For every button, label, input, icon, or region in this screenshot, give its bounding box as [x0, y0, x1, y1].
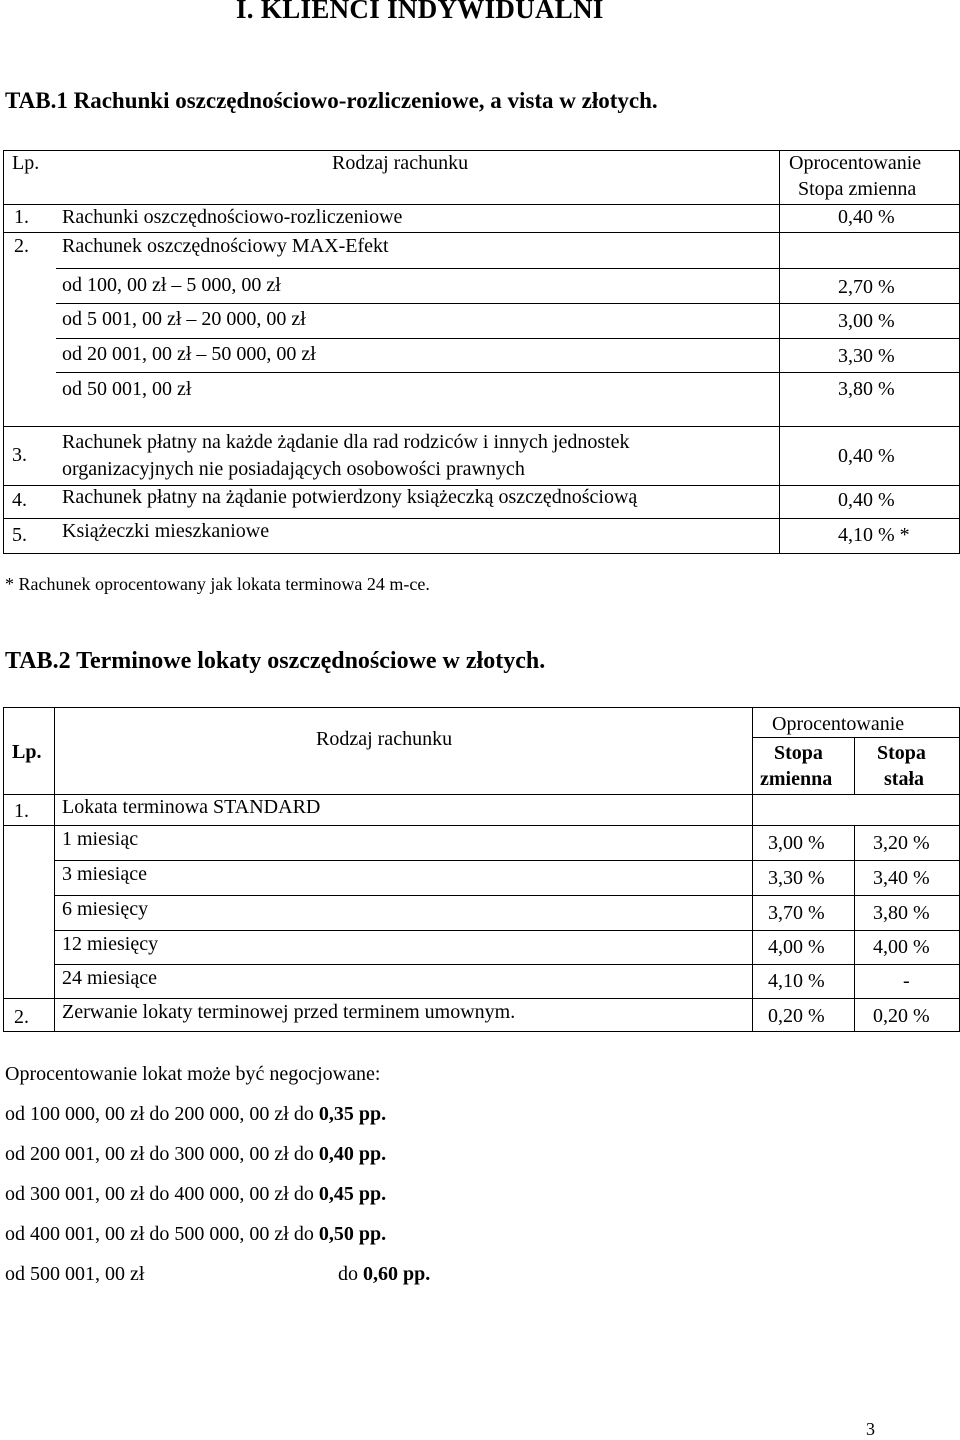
tab2-row6-fixed: - — [903, 970, 910, 992]
tab2-heading-title: Terminowe lokaty oszczędnościowe w złotych. — [76, 648, 546, 674]
negotiation-item-1-text: od 100 000, 00 zł do 200 000, 00 zł do — [5, 1103, 319, 1125]
tab2-row7-lp: 2. — [14, 1006, 29, 1028]
tab1-row7-label-line2: organizacyjnych nie posiadających osobowości prawnych — [62, 458, 525, 480]
tab2-row5-variable: 4,00 % — [768, 936, 825, 958]
tab2-heading — [5, 648, 545, 675]
negotiation-item-2 — [5, 1143, 386, 1166]
tab1-header-rate: Oprocentowanie — [789, 152, 922, 174]
tab2-row7-fixed: 0,20 % — [873, 1005, 930, 1027]
negotiation-item-4-value: 0,50 pp. — [318, 1223, 387, 1245]
negotiation-item-4 — [5, 1223, 386, 1246]
tab1-header-rate-sub: Stopa zmienna — [798, 178, 917, 200]
tab1-row1-label: Rachunki oszczędnościowo-rozliczeniowe — [62, 206, 403, 228]
tab2-header-rate: Oprocentowanie — [772, 713, 905, 735]
tab1-footnote: * Rachunek oprocentowany jak lokata terminowa 24 m-ce. — [5, 574, 430, 594]
tab1-row7-label: Rachunek płatny na każde żądanie dla rad rodziców i innych jednostek — [62, 431, 630, 453]
tab2-header-lp: Lp. — [12, 741, 42, 763]
negotiation-item-3-text: od 300 001, 00 zł do 400 000, 00 zł do — [5, 1183, 319, 1205]
tab1-row2-label: Rachunek oszczędnościowy MAX-Efekt — [62, 235, 389, 257]
tab2-row7-label: Zerwanie lokaty terminowej przed terminem umownym. — [62, 1001, 516, 1023]
negotiation-item-5-text2: do — [338, 1263, 363, 1285]
tab2-row2-label: 1 miesiąc — [62, 828, 139, 850]
tab1-header-type: Rodzaj rachunku — [332, 152, 469, 174]
tab1-row2-lp: 2. — [14, 235, 29, 257]
tab2-header-fixed-2: stała — [884, 768, 924, 790]
tab2-row3-fixed: 3,40 % — [873, 867, 930, 889]
negotiation-item-2-value: 0,40 pp. — [318, 1143, 387, 1165]
tab1-row8-lp: 4. — [12, 489, 27, 511]
tab1-row7-lp: 3. — [12, 444, 27, 466]
tab2-row1-lp: 1. — [14, 800, 29, 822]
page-title: I. KLIENCI INDYWIDUALNI — [236, 0, 604, 24]
tab2-heading-label: TAB.2 — [5, 648, 71, 674]
tab2-row6-variable: 4,10 % — [768, 970, 825, 992]
tab1-row6-label: od 50 001, 00 zł — [62, 378, 192, 400]
tab2-row3-variable: 3,30 % — [768, 867, 825, 889]
tab2-row1-label: Lokata terminowa STANDARD — [62, 796, 321, 818]
tab2-header-type: Rodzaj rachunku — [316, 728, 453, 750]
tab2-row7-variable: 0,20 % — [768, 1005, 825, 1027]
tab2-row5-label: 12 miesięcy — [62, 933, 159, 955]
tab1-row8-rate: 0,40 % — [838, 489, 895, 511]
tab2-header-variable-2: zmienna — [760, 768, 833, 790]
tab2-row3-label: 3 miesiące — [62, 863, 147, 885]
negotiation-item-3 — [5, 1183, 386, 1206]
tab1-row1-lp: 1. — [14, 206, 29, 228]
tab1-row5-label: od 20 001, 00 zł – 50 000, 00 zł — [62, 343, 316, 365]
tab1-row6-rate: 3,80 % — [838, 378, 895, 400]
negotiation-item-1 — [5, 1103, 386, 1126]
negotiation-item-4-text: od 400 001, 00 zł do 500 000, 00 zł do — [5, 1223, 319, 1245]
page-number: 3 — [866, 1419, 875, 1439]
tab1-row9-rate: 4,10 % * — [838, 524, 910, 546]
tab1-row3-rate: 2,70 % — [838, 276, 895, 298]
tab1-row1-rate: 0,40 % — [838, 206, 895, 228]
tab1-row7-rate: 0,40 % — [838, 445, 895, 467]
tab2-row2-fixed: 3,20 % — [873, 832, 930, 854]
tab2-row4-variable: 3,70 % — [768, 902, 825, 924]
negotiation-item-3-value: 0,45 pp. — [318, 1183, 387, 1205]
tab1-row9-lp: 5. — [12, 524, 27, 546]
negotiation-item-2-text: od 200 001, 00 zł do 300 000, 00 zł do — [5, 1143, 319, 1165]
tab2-row5-fixed: 4,00 % — [873, 936, 930, 958]
negotiation-item-5-value: 0,60 pp. — [363, 1263, 431, 1285]
tab2-row4-fixed: 3,80 % — [873, 902, 930, 924]
tab1-header-lp: Lp. — [12, 152, 40, 174]
tab1-row4-rate: 3,00 % — [838, 310, 895, 332]
tab2-row4-label: 6 miesięcy — [62, 898, 149, 920]
tab2-header-variable-1: Stopa — [774, 742, 823, 764]
negotiation-item-1-value: 0,35 pp. — [318, 1103, 387, 1125]
tab2-row2-variable: 3,00 % — [768, 832, 825, 854]
tab1-row8-label: Rachunek płatny na żądanie potwierdzony książeczką oszczędnościową — [62, 486, 638, 508]
tab1-row3-label: od 100, 00 zł – 5 000, 00 zł — [62, 274, 281, 296]
tab1-heading: TAB.1 Rachunki oszczędnościowo-rozliczeniowe, a vista w złotych. — [5, 88, 658, 113]
tab2-header-fixed-1: Stopa — [877, 742, 926, 764]
tab1-row4-label: od 5 001, 00 zł – 20 000, 00 zł — [62, 308, 306, 330]
negotiation-item-5: od 500 001, 00 zł — [5, 1263, 145, 1285]
negotiation-item-5-tail — [338, 1263, 430, 1286]
tab2-row6-label: 24 miesiące — [62, 967, 157, 989]
tab1-row5-rate: 3,30 % — [838, 345, 895, 367]
negotiation-intro: Oprocentowanie lokat może być negocjowane: — [5, 1063, 381, 1085]
tab1-row9-label: Książeczki mieszkaniowe — [62, 520, 270, 542]
